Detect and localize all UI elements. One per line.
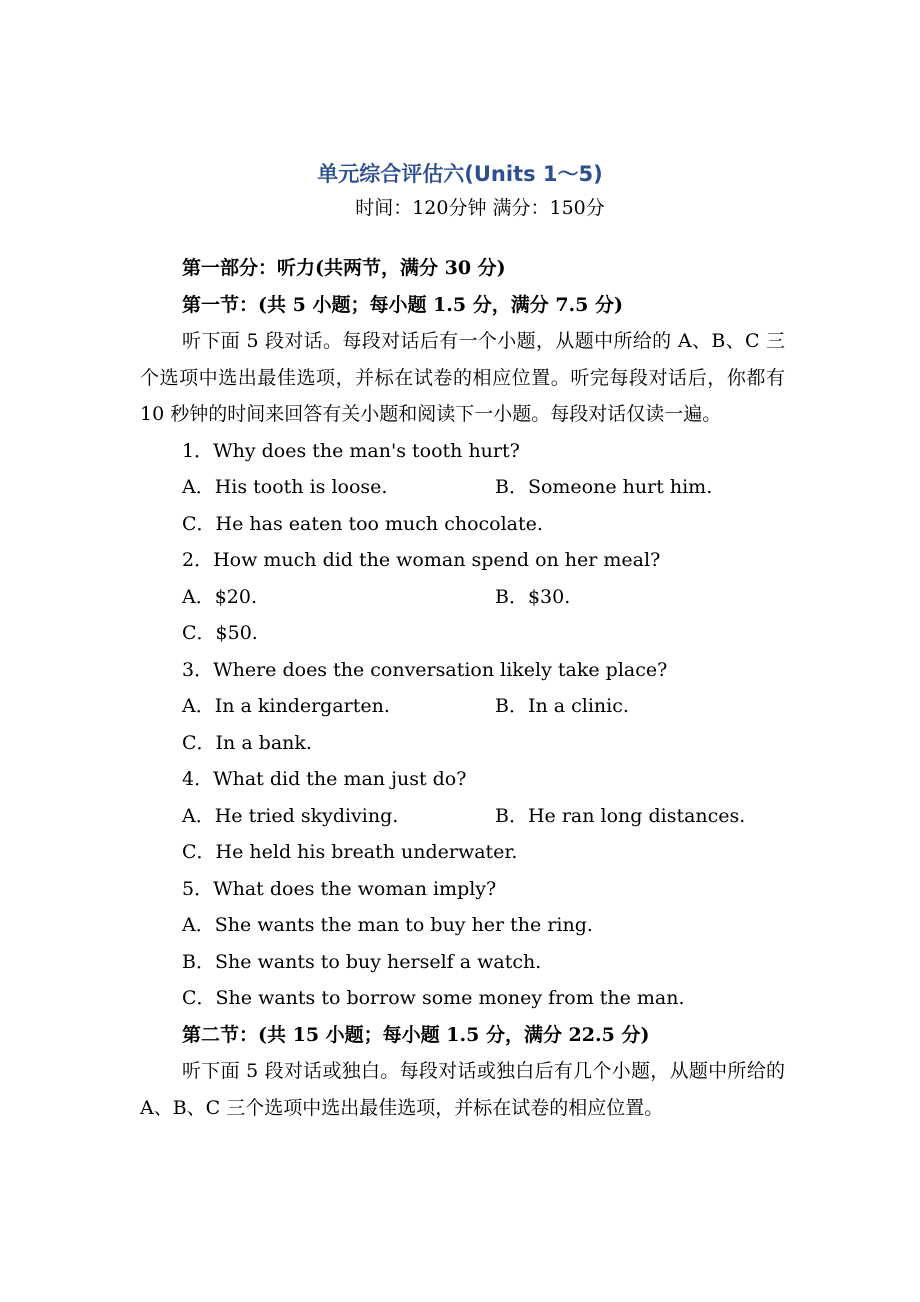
option-c: C．In a bank.: [182, 731, 312, 754]
page-title: 单元综合评估六(Units 1～5): [317, 162, 603, 186]
question-stem: 5．What does the woman imply?: [182, 877, 497, 900]
option-c: C．He has eaten too much chocolate.: [182, 512, 543, 535]
option-c: C．She wants to borrow some money from the man.: [182, 987, 685, 1009]
option-a: A．He tried skydiving.: [182, 804, 399, 827]
option-row: [140, 469, 785, 506]
exam-time-score: 时间：120分钟 满分：150分: [355, 197, 605, 219]
question-stem: 3．Where does the conversation likely take place?: [182, 658, 668, 681]
option-a: A．She wants the man to buy her the ring.: [182, 914, 593, 936]
section-instructions: 听下面 5 段对话。每段对话后有一个小题，从题中所给的 A、B、C 三个选项中选出最佳选项，并标在试卷的相应位置。听完每段对话后，你都有 10 秒钟的时间来回答有关小题和阅读下一小题。每段对话仅读一遍。: [140, 330, 785, 425]
option-c: C．He held his breath underwater.: [182, 841, 518, 863]
option-a: A．His tooth is loose.: [182, 476, 388, 498]
option-a: A．In a kindergarten.: [182, 695, 390, 717]
question-stem: 2．How much did the woman spend on her meal?: [182, 549, 661, 571]
option-b: B．$30.: [495, 585, 571, 608]
section-instructions: 听下面 5 段对话或独白。每段对话或独白后有几个小题，从题中所给的 A、B、C 三个选项中选出最佳选项，并标在试卷的相应位置。: [140, 1060, 785, 1119]
option-b: B．In a clinic.: [495, 695, 629, 717]
option-row: [140, 798, 785, 835]
part-heading: 第一部分：听力(共两节，满分 30 分): [182, 257, 506, 279]
option-b: B．Someone hurt him.: [495, 476, 713, 498]
question-stem: 1．Why does the man's tooth hurt?: [182, 439, 520, 462]
exam-content: [140, 250, 785, 1126]
option-row: [140, 688, 785, 725]
option-row: [140, 579, 785, 616]
section-heading: 第二节：(共 15 小题；每小题 1.5 分，满分 22.5 分): [182, 1023, 650, 1046]
option-a: A．$20.: [182, 585, 258, 608]
option-b: B．She wants to buy herself a watch.: [182, 950, 542, 973]
question-stem: 4．What did the man just do?: [182, 768, 467, 790]
option-c: C．$50.: [182, 622, 258, 644]
section-heading: 第一节：(共 5 小题；每小题 1.5 分，满分 7.5 分): [182, 293, 623, 316]
option-b: B．He ran long distances.: [495, 804, 746, 827]
